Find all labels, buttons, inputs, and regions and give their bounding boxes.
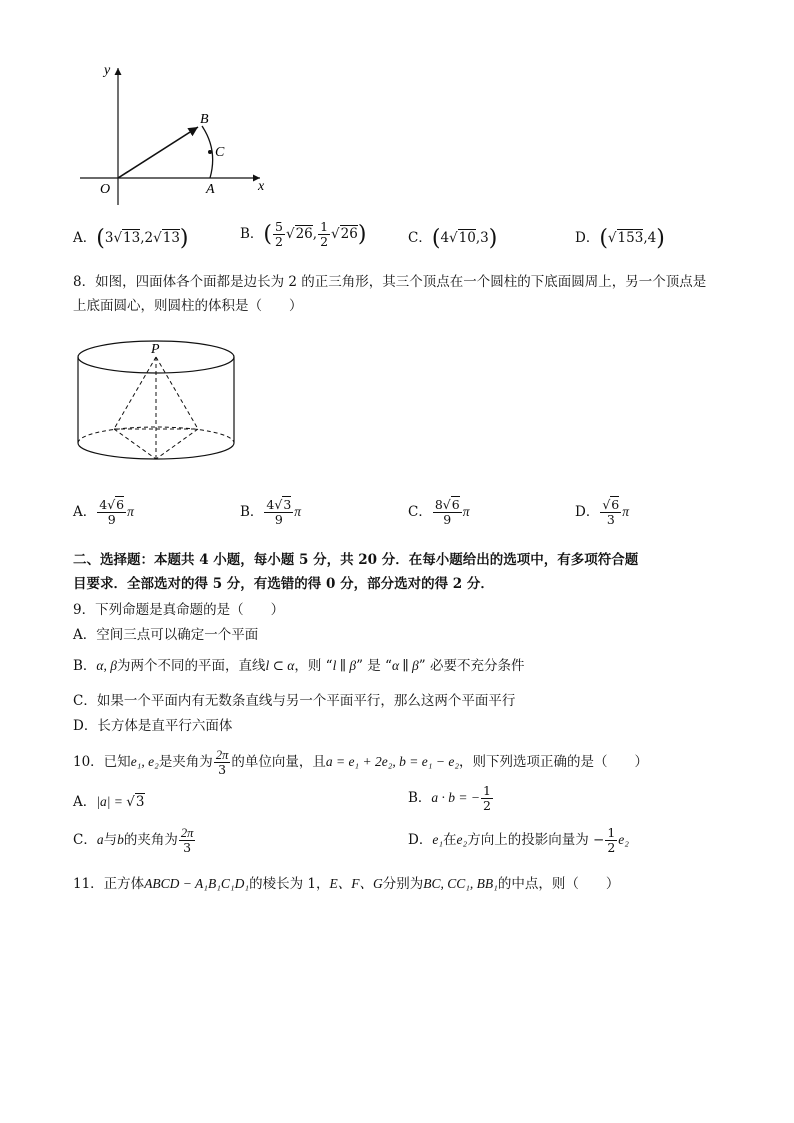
- q8-option-b: B． $\frac{4√3}{9}$ π: [240, 497, 302, 527]
- section2-line2: 目要求．全部选对的得 5 分，有选错的得 0 分，部分选对的得 2 分．: [73, 576, 494, 592]
- q7-figure: [70, 60, 280, 210]
- q10-option-b: B．a · b = − $\frac{1}{2}$: [408, 783, 491, 813]
- q8-figure-cylinder: [74, 335, 244, 470]
- label-p: P: [151, 342, 160, 357]
- label-c: C: [215, 145, 225, 160]
- q8-option-c: C． $\frac{8√6}{9}$ π: [408, 497, 470, 527]
- q9-stem: 9．下列命题是真命题的是（ ）: [73, 602, 285, 618]
- q10-option-c: C．a与b的夹角为 $\frac{2\pi}{3}$: [73, 826, 194, 855]
- q7-option-a: A．(3√13,2√13): [73, 226, 189, 251]
- q10-option-d: D．e₁在e₂方向上的投影向量为 − $\frac{1}{2}$ e₂: [408, 825, 629, 855]
- q10-option-a: A．|a| = √3: [73, 794, 145, 810]
- label-o: O: [100, 182, 111, 197]
- q7-option-b: B．( $\frac{5}{2}$ √26, $\frac{1}{2}$ √26): [240, 219, 367, 249]
- label-b: B: [200, 112, 209, 127]
- q7-option-c: C．(4√10,3): [408, 226, 498, 251]
- label-x: x: [258, 179, 265, 194]
- q9-option-a: A．空间三点可以确定一个平面: [73, 627, 259, 643]
- q8-option-a: A． $\frac{4√6}{9}$ π: [73, 497, 134, 527]
- section2-line1: 二、选择题：本题共 4 小题，每小题 5 分，共 20 分．在每小题给出的选项中，有多项符合题: [73, 552, 639, 568]
- q9-option-d: D．长方体是直平行六面体: [73, 718, 233, 734]
- q8-stem-line2: 上底面圆心，则圆柱的体积是（ ）: [73, 298, 303, 314]
- vector-ob: [118, 127, 198, 178]
- q11-stem: 11．正方体ABCD − A₁B₁C₁D₁的棱长为 1，E、F、G分别为BC, CC₁, BB₁的中点，则（ ）: [73, 876, 620, 892]
- q8-stem-line1: 8．如图，四面体各个面都是边长为 2 的正三角形，其三个顶点在一个圆柱的下底面圆周上，另一个顶点是: [73, 274, 707, 290]
- q8-option-d: D． $\frac{√6}{3}$ π: [575, 497, 630, 527]
- q9-option-b: B．α, β为两个不同的平面，直线l ⊂ α，则 “l ∥ β” 是 “α ∥ β” 必要不充分条件: [73, 658, 525, 674]
- q10-stem: 10．已知e₁, e₂是夹角为 $\frac{2\pi}{3}$ 的单位向量，且a = e₁ + 2e₂, b = e₁ − e₂，则下列选项正确的是（ ）: [73, 748, 649, 777]
- q9-option-c: C．如果一个平面内有无数条直线与另一个平面平行，那么这两个平面平行: [73, 693, 516, 709]
- q7-option-d: D．(√153,4): [575, 226, 665, 251]
- point-c: [208, 150, 212, 154]
- label-a: A: [206, 182, 215, 197]
- label-y: y: [104, 63, 111, 78]
